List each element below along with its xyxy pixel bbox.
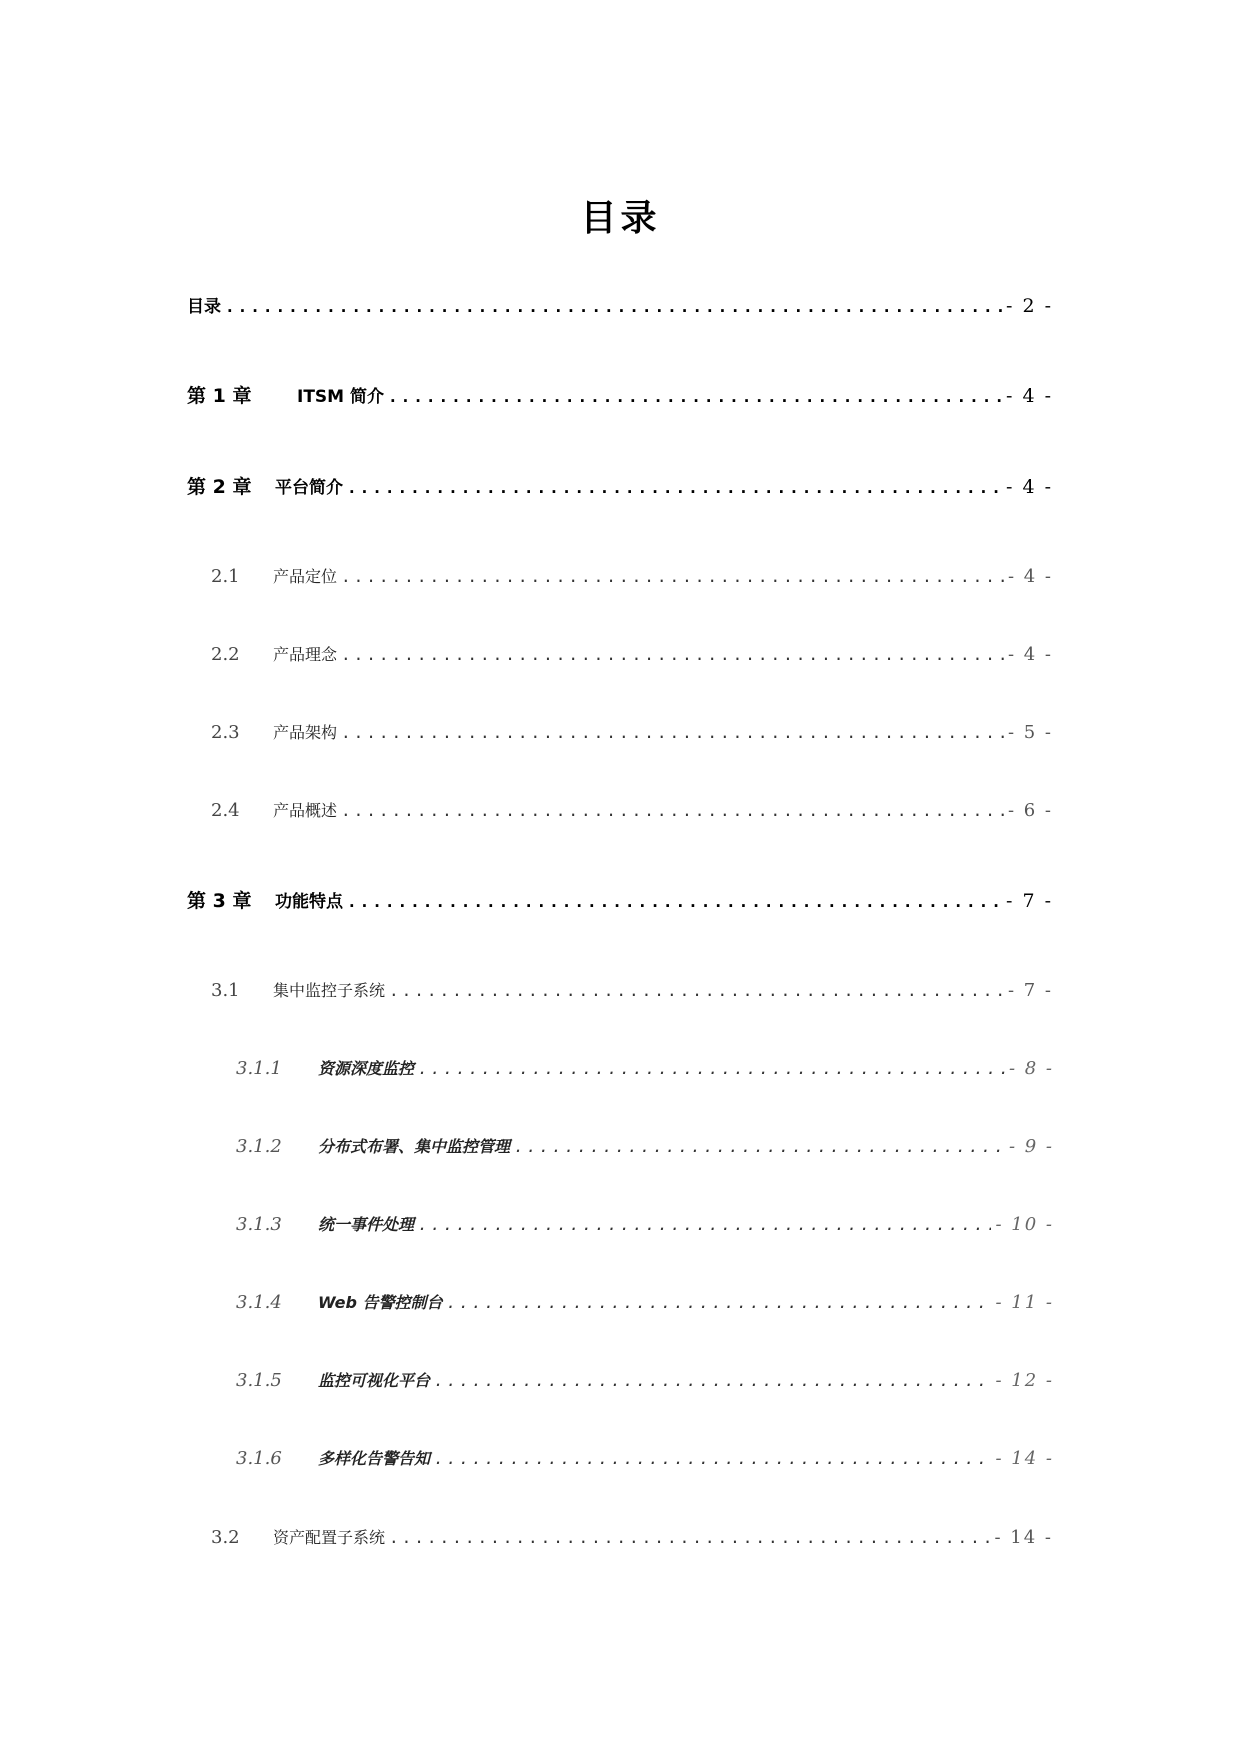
toc-entry-number: 2.2 — [211, 644, 240, 665]
toc-leader-dots — [418, 1210, 991, 1240]
toc-entry[interactable] — [211, 718, 1053, 748]
toc-entry-label: 资源深度监控 — [318, 1059, 415, 1078]
toc-entry-page: - 4 - — [1007, 566, 1053, 587]
toc-entry[interactable] — [211, 1523, 1053, 1553]
toc-title: 目录 — [580, 198, 661, 239]
toc-entry[interactable] — [236, 1054, 1054, 1084]
toc-entry-page: - 7 - — [1005, 890, 1053, 912]
toc-entry-number: 3.1 — [211, 980, 240, 1001]
toc-entry[interactable] — [187, 291, 1053, 321]
toc-entry-label: 统一事件处理 — [318, 1215, 415, 1234]
toc-entry[interactable] — [236, 1366, 1054, 1396]
toc-entry-page: - 5 - — [1007, 722, 1053, 743]
toc-leader-dots — [341, 640, 1004, 670]
toc-entry-page: - 12 - — [995, 1370, 1054, 1391]
toc-leader-dots — [347, 473, 1002, 503]
toc-entry-page: - 9 - — [1008, 1136, 1054, 1157]
toc-entry[interactable] — [211, 562, 1053, 592]
toc-entry[interactable] — [211, 640, 1053, 670]
toc-entry-page: - 2 - — [1005, 295, 1053, 317]
toc-entry[interactable] — [187, 886, 1053, 916]
toc-entry[interactable] — [236, 1132, 1054, 1162]
toc-entry-number: 第 3 章 — [187, 890, 252, 912]
toc-entry-label: 产品定位 — [273, 567, 338, 586]
toc-leader-dots — [341, 718, 1004, 748]
toc-entry-page: - 6 - — [1007, 800, 1053, 821]
toc-entry-number: 3.1.6 — [236, 1448, 282, 1469]
toc-entry-page: - 7 - — [1007, 980, 1053, 1001]
toc-entry-page: - 8 - — [1008, 1058, 1054, 1079]
toc-entry-label: 目录 — [187, 297, 221, 317]
toc-leader-dots — [514, 1132, 1005, 1162]
toc-entry-label: 多样化告警告知 — [318, 1449, 431, 1468]
toc-entry-label: 分布式布署、集中监控管理 — [318, 1137, 511, 1156]
toc-leader-dots — [388, 382, 1002, 412]
toc-entry[interactable] — [236, 1210, 1054, 1240]
toc-entry-number: 2.1 — [211, 566, 240, 587]
toc-leader-dots — [225, 292, 1002, 322]
toc-entry-page: - 14 - — [994, 1527, 1053, 1548]
toc-leader-dots — [341, 796, 1004, 826]
toc-entry-number: 第 1 章 — [187, 385, 252, 407]
toc-entry[interactable] — [236, 1444, 1054, 1474]
toc-entry-page: - 11 - — [995, 1292, 1054, 1313]
toc-leader-dots — [447, 1288, 992, 1318]
toc-leader-dots — [434, 1366, 991, 1396]
toc-entry-number: 3.1.5 — [236, 1370, 282, 1391]
toc-leader-dots — [347, 887, 1002, 917]
toc-leader-dots — [389, 1523, 990, 1553]
toc-leader-dots — [434, 1444, 991, 1474]
toc-entry-number: 2.4 — [211, 800, 240, 821]
toc-leader-dots — [389, 976, 1004, 1006]
toc-entry-label: 功能特点 — [275, 892, 343, 912]
toc-entry-number: 2.3 — [211, 722, 240, 743]
toc-entry[interactable] — [211, 796, 1053, 826]
toc-entry-number: 第 2 章 — [187, 476, 252, 498]
toc-entry[interactable] — [236, 1288, 1054, 1318]
toc-entry-number: 3.1.1 — [236, 1058, 282, 1079]
toc-entry-number: 3.1.2 — [236, 1136, 282, 1157]
toc-entry-label: 平台简介 — [275, 478, 343, 498]
toc-leader-dots — [341, 562, 1004, 592]
toc-entry-number: 3.2 — [211, 1527, 240, 1548]
toc-entry-label: 资产配置子系统 — [273, 1528, 386, 1547]
toc-entry-page: - 4 - — [1005, 476, 1053, 498]
toc-entry[interactable] — [187, 472, 1053, 502]
toc-entry-page: - 4 - — [1005, 385, 1053, 407]
toc-entry-label: 产品理念 — [273, 645, 338, 664]
toc-entry-label: 产品架构 — [273, 723, 338, 742]
toc-entry-label: 集中监控子系统 — [273, 981, 386, 1000]
toc-entry-number: 3.1.4 — [236, 1292, 282, 1313]
toc-entry-page: - 4 - — [1007, 644, 1053, 665]
toc-entry-label: 监控可视化平台 — [318, 1371, 431, 1390]
toc-entry[interactable] — [211, 976, 1053, 1006]
toc-entry-label: Web 告警控制台 — [318, 1293, 443, 1312]
toc-entry-page: - 14 - — [995, 1448, 1054, 1469]
toc-entry[interactable] — [187, 381, 1053, 411]
toc-entry-label: 产品概述 — [273, 801, 338, 820]
toc-entry-number: 3.1.3 — [236, 1214, 282, 1235]
toc-entry-label: ITSM 简介 — [297, 387, 385, 407]
toc-entry-page: - 10 - — [995, 1214, 1054, 1235]
toc-leader-dots — [418, 1054, 1005, 1084]
